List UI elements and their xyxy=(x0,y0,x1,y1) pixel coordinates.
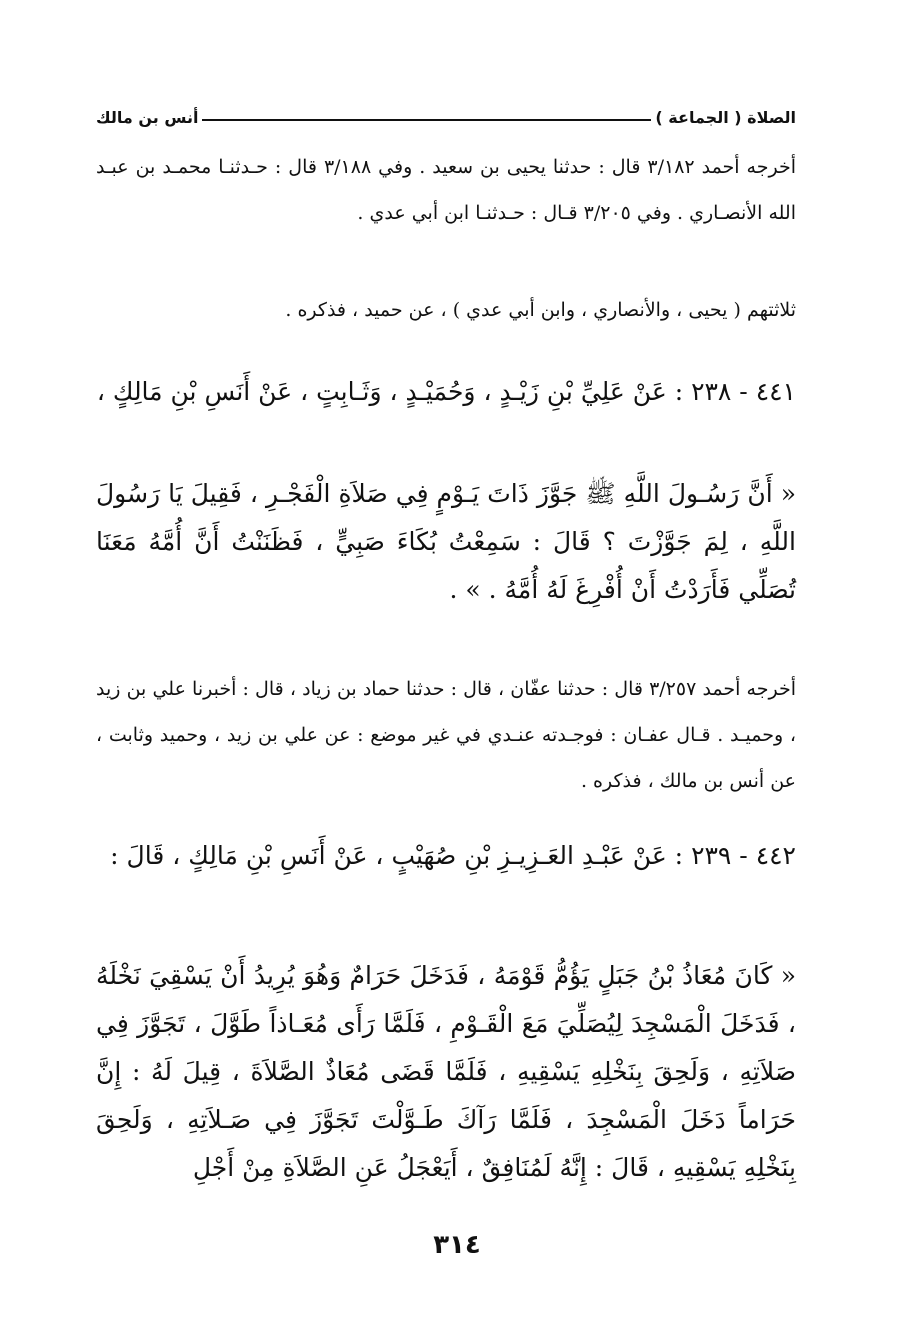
header-left-title: أنس بن مالك xyxy=(96,108,199,127)
hadith-442-chain-text: ٤٤٢ - ٢٣٩ : عَنْ عَبْـدِ العَـزِيـزِ بْنِ صُهَيْبٍ ، عَنْ أَنَسِ بْنِ مَالِكٍ ، قَالَ : xyxy=(110,841,796,870)
header-rule xyxy=(202,119,651,121)
page-number: ٣١٤ xyxy=(433,1230,481,1260)
citation-text-2: أخرجه أحمد ٣/٢٥٧ قال : حدثنا عفّان ، قال : حدثنا حماد بن زياد ، قال : أخبرنا علي بن زيد ، وحميـد . قـال عفـان : فوجـدته عنـدي في غير موضع : عن علي بن زيد ، وحميد وثابت ، عن أنس بن مالك ، فذكره . xyxy=(96,678,797,792)
hadith-441-chain-text: ٤٤١ - ٢٣٨ : عَنْ عَلِيِّ بْنِ زَيْـدٍ ، وَحُمَيْـدٍ ، وَثَـابِتٍ ، عَنْ أَنَسِ بْنِ مَالِكٍ ، xyxy=(96,377,796,406)
narrators-text: ثلاثتهم ( يحيى ، والأنصاري ، وابن أبي عدي ) ، عن حميد ، فذكره . xyxy=(285,299,796,321)
hadith-441-text xyxy=(96,470,796,614)
running-header xyxy=(96,97,796,127)
citation-paragraph xyxy=(96,144,796,236)
citation-text: أخرجه أحمد ٣/١٨٢ قال : حدثنا يحيى بن سعيد . وفي ٣/١٨٨ قال : حـدثنـا محمـد بن عبـد الله الأنصـاري . وفي ٣/٢٠٥ قـال : حـدثنـا ابن أبي عدي . xyxy=(96,156,797,224)
hadith-442-text xyxy=(96,952,796,1192)
hadith-442-chain xyxy=(96,832,796,880)
hadith-441-body: « أَنَّ رَسُـولَ اللَّهِ ﷺ جَوَّزَ ذَاتَ يَـوْمٍ فِي صَلاَةِ الْفَجْـرِ ، فَقِيلَ يَا رَسُولَ اللَّهِ ، لِمَ جَوَّزْتَ ؟ قَالَ : سَمِعْتُ بُكَاءَ صَبِيٍّ ، فَظَنَنْتُ أَنَّ أُمَّهُ مَعَنَا تُصَلِّي فَأَرَدْتُ أَنْ أُفْرِغَ لَهُ أُمَّهُ . » . xyxy=(96,479,796,604)
header-right-title: الصلاة ( الجماعة ) xyxy=(655,108,796,127)
hadith-442-body: « كَانَ مُعَاذُ بْنُ جَبَلٍ يَؤُمُّ قَوْمَهُ ، فَدَخَلَ حَرَامٌ وَهُوَ يُرِيدُ أَنْ يَسْقِيَ نَخْلَهُ ، فَدَخَلَ الْمَسْجِدَ لِيُصَلِّيَ مَعَ الْقَـوْمِ ، فَلَمَّا رَأَى مُعَـاذاً طَوَّلَ ، تَجَوَّزَ فِي صَلاَتِهِ ، وَلَحِقَ بِنَخْلِهِ يَسْقِيهِ ، فَلَمَّا قَضَى مُعَاذٌ الصَّلاَةَ ، قِيلَ لَهُ : إِنَّ حَرَاماً دَخَلَ الْمَسْجِدَ ، فَلَمَّا رَآكَ طَـوَّلْتَ تَجَوَّزَ فِي صَـلاَتِهِ ، وَلَحِقَ بِنَخْلِهِ يَسْقِيهِ ، قَالَ : إِنَّهُ لَمُنَافِقٌ ، أَيَعْجَلُ عَنِ الصَّلاَةِ مِنْ أَجْلِ xyxy=(96,961,796,1182)
citation-paragraph-2 xyxy=(96,666,796,804)
narrators-paragraph xyxy=(96,287,796,333)
hadith-441-chain xyxy=(96,368,796,416)
